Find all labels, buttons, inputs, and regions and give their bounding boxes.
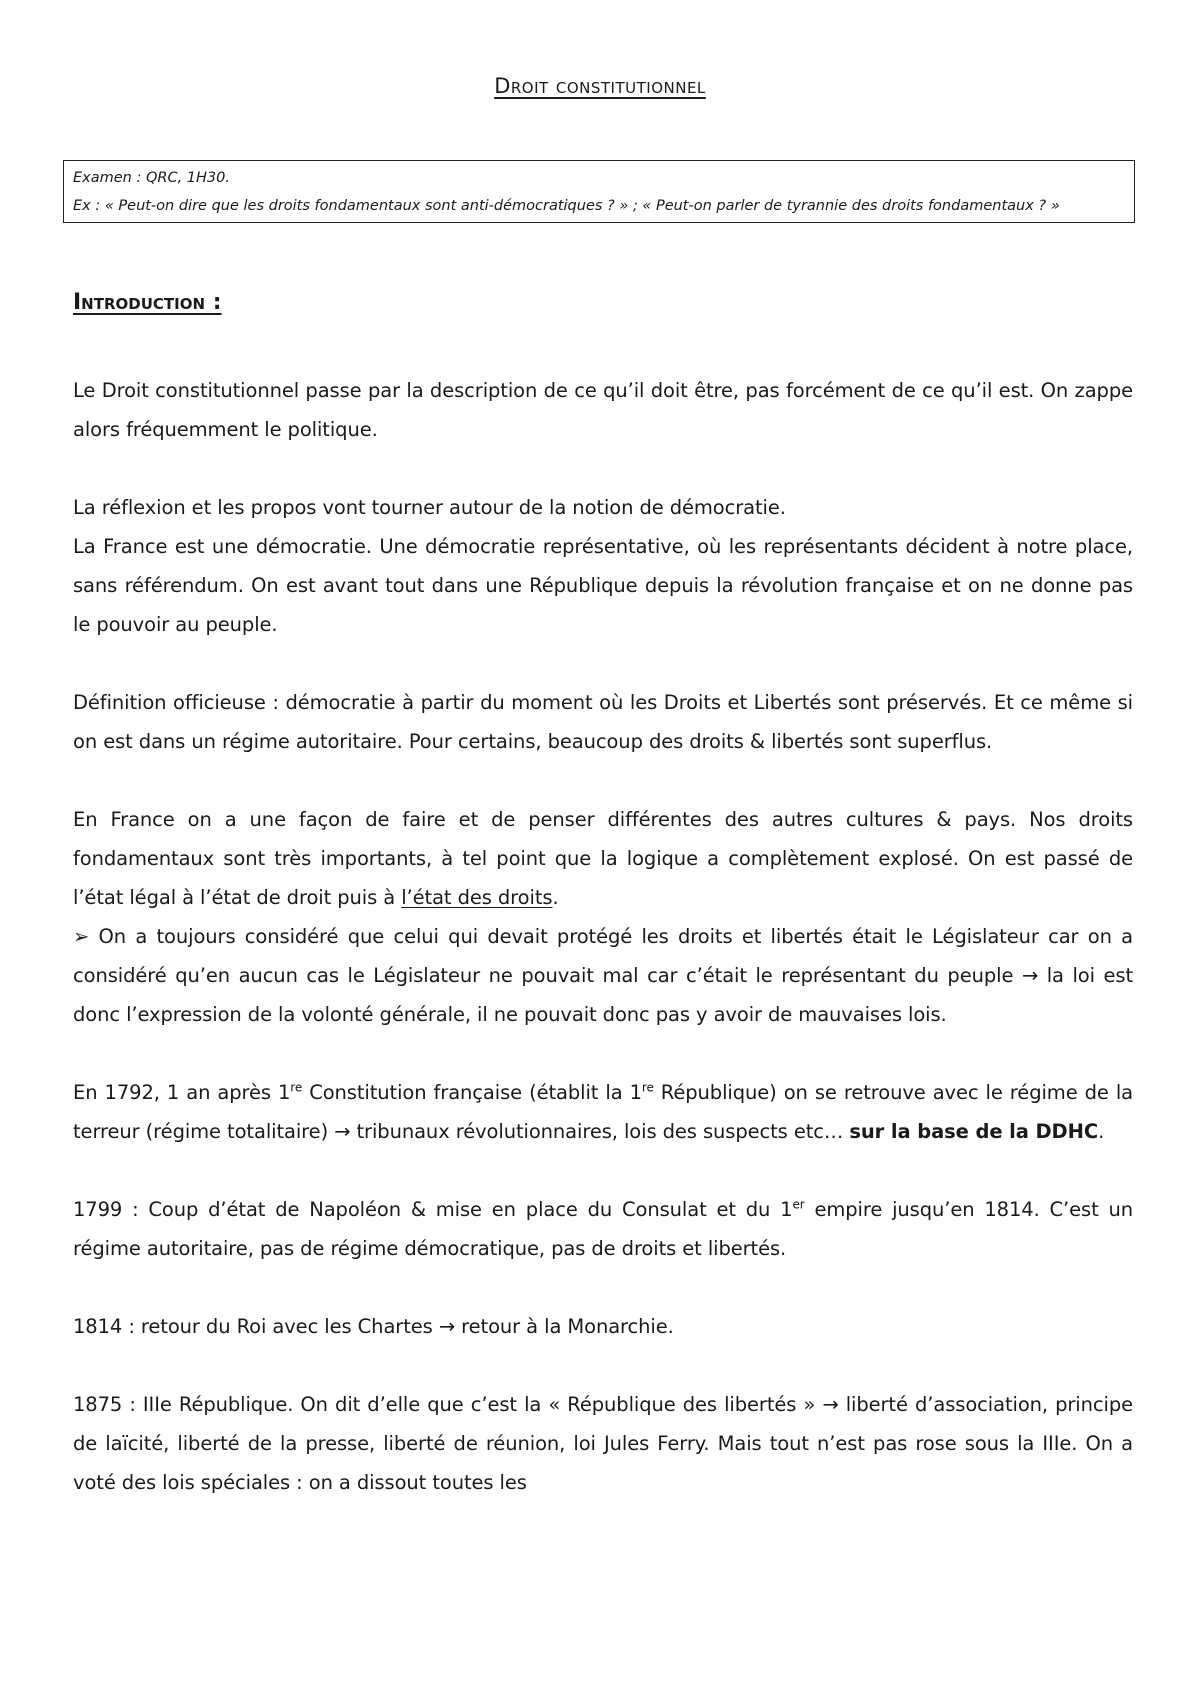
paragraph: La France est une démocratie. Une démocratie représentative, où les représentants décident à notre place, sans référendum. On est avant tout dans une République depuis la révolution française et on ne donne pas le pouvoir au peuple.: [73, 535, 1133, 636]
exam-examples: Ex : « Peut-on dire que les droits fondamentaux sont anti-démocratiques ? » ; « Peut-on parler de tyrannie des droits fondamentaux ? »: [73, 198, 1060, 214]
underlined-term: l’état des droits: [401, 886, 553, 909]
paragraph: En 1792, 1 an après 1re Constitution française (établit la 1re République) on se retrouve avec le régime de la terreur (régime totalitaire) → tribunaux révolutionnaires, lois des suspects etc… sur la base de la DDHC.: [73, 1080, 1134, 1143]
paragraph: Définition officieuse : démocratie à partir du moment où les Droits et Libertés sont préservés. Et ce même si on est dans un régime autoritaire. Pour certains, beaucoup des droits & libertés sont superflus.: [73, 691, 1133, 753]
paragraph: 1814 : retour du Roi avec les Chartes → retour à la Monarchie.: [73, 1315, 674, 1338]
paragraph: 1875 : IIIe République. On dit d’elle que c’est la « République des libertés » → liberté d’association, principe de laïcité, liberté de la presse, liberté de réunion, loi Jules Ferry. Mais tout n’est pas rose sous la IIIe. On a voté des lois spéciales : on a dissout toutes les: [73, 1393, 1133, 1494]
introduction-body: [73, 371, 1133, 1502]
bullet-paragraph: ➢ On a toujours considéré que celui qui devait protégé les droits et libertés était le Législateur car on a considéré qu’en aucun cas le Législateur ne pouvait mal car c’était le représentant du peuple → la loi est donc l’expression de la volonté générale, il ne pouvait donc pas y avoir de mauvaises lois.: [73, 925, 1133, 1026]
section-title-introduction: Introduction :: [73, 290, 222, 315]
paragraph: 1799 : Coup d’état de Napoléon & mise en place du Consulat et du 1er empire jusqu’en 1814. C’est un régime autoritaire, pas de régime démocratique, pas de droits et libertés.: [73, 1197, 1134, 1260]
exam-format: Examen : QRC, 1H30.: [73, 170, 230, 186]
paragraph: En France on a une façon de faire et de penser différentes des autres cultures & pays. Nos droits fondamentaux sont très importants, à tel point que la logique a complètement explosé. On est passé de l’état légal à l’état de droit puis à l’état des droits.: [73, 808, 1133, 909]
paragraph: La réflexion et les propos vont tourner autour de la notion de démocratie.: [73, 496, 786, 519]
page-title: Droit constitutionnel: [494, 74, 706, 98]
paragraph: Le Droit constitutionnel passe par la description de ce qu’il doit être, pas forcément de ce qu’il est. On zappe alors fréquemment le politique.: [73, 379, 1133, 441]
arrow-bullet-icon: ➢: [73, 925, 90, 948]
exam-info-box: [63, 160, 1135, 223]
bold-phrase: sur la base de la DDHC: [849, 1120, 1099, 1143]
